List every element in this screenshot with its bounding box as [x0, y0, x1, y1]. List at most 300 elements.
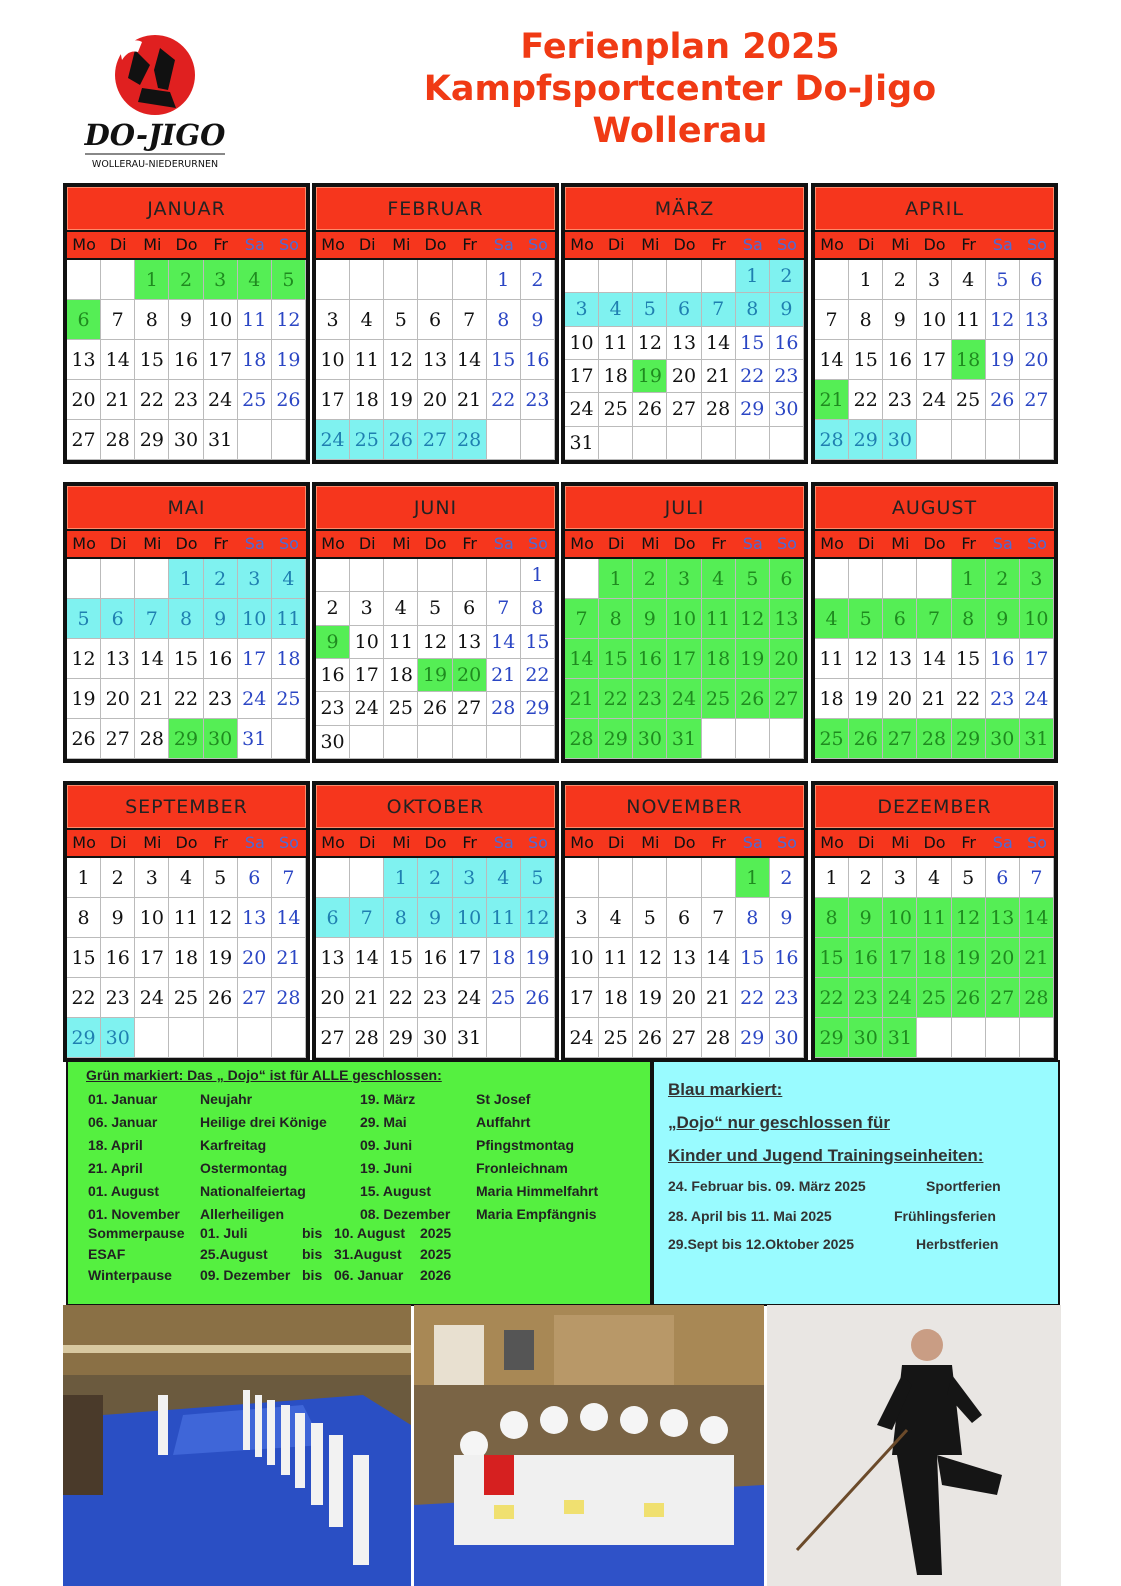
empty-cell: [633, 858, 667, 898]
holiday-entry: 01. August: [88, 1183, 160, 1199]
day-cell: 30: [101, 1018, 135, 1058]
month-name: SEPTEMBER: [67, 785, 306, 828]
day-cell: 14: [101, 340, 135, 380]
weekday-label: Sa: [742, 534, 763, 553]
weekday-label: Fr: [213, 833, 228, 852]
day-cell: 10: [453, 898, 487, 938]
holiday-entry: Auffahrt: [476, 1114, 531, 1130]
weekday-label: Mi: [891, 534, 910, 553]
empty-cell: [384, 260, 418, 300]
day-cell: 3: [204, 260, 238, 300]
day-cell: 4: [702, 559, 736, 599]
empty-cell: [770, 427, 804, 460]
day-cell: 30: [169, 420, 203, 460]
day-cell: 31: [667, 719, 701, 759]
day-cell: 19: [952, 938, 986, 978]
day-cell: 9: [633, 599, 667, 639]
day-cell: 7: [272, 858, 306, 898]
weekday-label: So: [278, 235, 299, 254]
day-cell: 6: [667, 293, 701, 326]
day-cell: 5: [418, 592, 452, 625]
month-name: MÄRZ: [565, 187, 804, 230]
day-grid: [815, 559, 1054, 759]
weekday-header: [316, 232, 555, 258]
day-cell: 4: [272, 559, 306, 599]
day-cell: 3: [135, 858, 169, 898]
day-cell: 24: [350, 692, 384, 725]
day-cell: 1: [521, 559, 555, 592]
empty-cell: [633, 260, 667, 293]
day-cell: 8: [952, 599, 986, 639]
day-cell: 28: [272, 978, 306, 1018]
weekday-label: Di: [358, 833, 376, 852]
month-name: FEBRUAR: [316, 187, 555, 230]
weekday-label: Fr: [213, 235, 228, 254]
day-cell: 21: [272, 938, 306, 978]
day-cell: 1: [384, 858, 418, 898]
empty-cell: [238, 420, 272, 460]
day-cell: 27: [418, 420, 452, 460]
month-märz: [561, 183, 808, 464]
day-cell: 1: [67, 858, 101, 898]
day-cell: 11: [952, 300, 986, 340]
day-cell: 18: [272, 639, 306, 679]
day-cell: 31: [565, 427, 599, 460]
empty-cell: [1020, 1018, 1054, 1058]
day-cell: 12: [204, 898, 238, 938]
day-cell: 16: [521, 340, 555, 380]
title-line-1: Ferienplan 2025: [520, 27, 840, 67]
day-grid: [67, 260, 306, 460]
month-name: NOVEMBER: [565, 785, 804, 828]
empty-cell: [815, 559, 849, 599]
day-cell: 4: [487, 858, 521, 898]
empty-cell: [986, 1018, 1020, 1058]
day-cell: 10: [350, 626, 384, 659]
day-cell: 13: [418, 340, 452, 380]
legend-blue-date-1: 24. Februar bis. 09. März 2025: [668, 1178, 866, 1194]
legend-blue-title: Blau markiert:: [668, 1080, 783, 1099]
day-cell: 29: [815, 1018, 849, 1058]
empty-cell: [565, 559, 599, 599]
day-cell: 18: [599, 360, 633, 393]
weekday-label: Mi: [641, 534, 660, 553]
day-grid: [316, 260, 555, 460]
day-cell: 26: [986, 380, 1020, 420]
holiday-entry: Karfreitag: [200, 1137, 267, 1153]
weekday-label: Sa: [742, 235, 763, 254]
empty-cell: [384, 559, 418, 592]
day-cell: 26: [384, 420, 418, 460]
day-cell: 4: [917, 858, 951, 898]
month-februar: [312, 183, 559, 464]
month-name: DEZEMBER: [815, 785, 1054, 828]
day-cell: 3: [453, 858, 487, 898]
day-cell: 10: [135, 898, 169, 938]
day-cell: 10: [917, 300, 951, 340]
day-cell: 8: [169, 599, 203, 639]
day-cell: 10: [204, 300, 238, 340]
day-cell: 21: [815, 380, 849, 420]
day-cell: 14: [453, 340, 487, 380]
month-dezember: [811, 781, 1058, 1062]
weekday-label: Mo: [72, 534, 96, 553]
weekday-header: [316, 830, 555, 856]
day-cell: 7: [135, 599, 169, 639]
day-cell: 23: [770, 360, 804, 393]
day-cell: 1: [849, 260, 883, 300]
day-cell: 30: [316, 726, 350, 759]
day-cell: 21: [565, 679, 599, 719]
title-line-3: Wollerau: [592, 111, 768, 151]
day-cell: 7: [487, 592, 521, 625]
weekday-label: Sa: [244, 534, 265, 553]
weekday-label: Do: [175, 833, 198, 852]
day-cell: 31: [204, 420, 238, 460]
pause-entry: 2025: [420, 1246, 452, 1262]
day-cell: 26: [952, 978, 986, 1018]
empty-cell: [272, 719, 306, 759]
day-cell: 11: [238, 300, 272, 340]
day-cell: 10: [238, 599, 272, 639]
weekday-label: Mi: [392, 833, 411, 852]
day-cell: 14: [917, 639, 951, 679]
day-cell: 8: [815, 898, 849, 938]
day-cell: 16: [169, 340, 203, 380]
weekday-label: So: [1026, 833, 1047, 852]
day-cell: 20: [667, 360, 701, 393]
day-cell: 23: [883, 380, 917, 420]
weekday-label: Di: [358, 534, 376, 553]
day-cell: 25: [599, 393, 633, 426]
empty-cell: [350, 559, 384, 592]
day-cell: 12: [67, 639, 101, 679]
day-cell: 23: [418, 978, 452, 1018]
day-cell: 30: [883, 420, 917, 460]
day-cell: 12: [986, 300, 1020, 340]
day-cell: 9: [521, 300, 555, 340]
day-cell: 28: [135, 719, 169, 759]
day-cell: 19: [633, 360, 667, 393]
empty-cell: [702, 858, 736, 898]
day-cell: 7: [702, 898, 736, 938]
day-cell: 10: [1020, 599, 1054, 639]
day-cell: 9: [986, 599, 1020, 639]
weekday-label: Mi: [891, 833, 910, 852]
day-cell: 24: [917, 380, 951, 420]
holiday-entry: 29. Mai: [360, 1114, 407, 1130]
empty-cell: [272, 420, 306, 460]
day-cell: 10: [565, 327, 599, 360]
day-cell: 16: [770, 327, 804, 360]
day-cell: 14: [702, 327, 736, 360]
month-september: [63, 781, 310, 1062]
pause-entry: 31.August: [334, 1246, 402, 1262]
day-cell: 29: [135, 420, 169, 460]
empty-cell: [67, 559, 101, 599]
day-cell: 18: [815, 679, 849, 719]
day-cell: 19: [849, 679, 883, 719]
holiday-entry: 15. August: [360, 1183, 432, 1199]
day-grid: [316, 559, 555, 759]
legend-blue-subtitle: „Dojo“ nur geschlossen für: [668, 1113, 890, 1132]
empty-cell: [986, 420, 1020, 460]
day-cell: 5: [67, 599, 101, 639]
weekday-label: Di: [607, 534, 625, 553]
weekday-label: Do: [923, 235, 946, 254]
day-grid: [67, 559, 306, 759]
legend-blue-label-2: Frühlingsferien: [894, 1208, 996, 1224]
pause-entry: 10. August: [334, 1225, 406, 1241]
weekday-header: [67, 232, 306, 258]
weekday-label: Mo: [321, 534, 345, 553]
day-cell: 5: [849, 599, 883, 639]
empty-cell: [204, 1018, 238, 1058]
weekday-label: Mo: [72, 235, 96, 254]
day-cell: 7: [1020, 858, 1054, 898]
day-cell: 15: [67, 938, 101, 978]
weekday-label: Sa: [493, 235, 514, 254]
day-cell: 1: [135, 260, 169, 300]
day-cell: 9: [883, 300, 917, 340]
day-cell: 8: [487, 300, 521, 340]
day-cell: 22: [736, 978, 770, 1018]
empty-cell: [453, 726, 487, 759]
pause-entry: bis: [302, 1267, 323, 1283]
day-cell: 24: [453, 978, 487, 1018]
day-cell: 17: [667, 639, 701, 679]
day-cell: 9: [418, 898, 452, 938]
day-cell: 19: [67, 679, 101, 719]
day-cell: 23: [521, 380, 555, 420]
day-cell: 9: [770, 293, 804, 326]
weekday-header: [316, 531, 555, 557]
holiday-entry: Pfingstmontag: [476, 1137, 574, 1153]
day-grid: [316, 858, 555, 1058]
weekday-label: Sa: [992, 534, 1013, 553]
day-cell: 29: [952, 719, 986, 759]
day-cell: 17: [350, 659, 384, 692]
day-cell: 31: [238, 719, 272, 759]
day-cell: 25: [238, 380, 272, 420]
day-cell: 15: [599, 639, 633, 679]
day-cell: 14: [702, 938, 736, 978]
day-cell: 11: [350, 340, 384, 380]
empty-cell: [917, 1018, 951, 1058]
day-cell: 13: [453, 626, 487, 659]
day-cell: 16: [986, 639, 1020, 679]
weekday-label: Fr: [462, 833, 477, 852]
day-cell: 28: [702, 393, 736, 426]
weekday-label: Di: [109, 235, 127, 254]
day-cell: 17: [883, 938, 917, 978]
empty-cell: [487, 726, 521, 759]
pause-entry: 2025: [420, 1225, 452, 1241]
holiday-entry: Fronleichnam: [476, 1160, 568, 1176]
day-cell: 8: [521, 592, 555, 625]
day-grid: [565, 559, 804, 759]
day-cell: 29: [599, 719, 633, 759]
day-cell: 28: [453, 420, 487, 460]
day-cell: 8: [736, 898, 770, 938]
empty-cell: [917, 420, 951, 460]
day-cell: 28: [101, 420, 135, 460]
day-cell: 15: [135, 340, 169, 380]
day-cell: 27: [1020, 380, 1054, 420]
logo-name: DO-JIGO: [84, 118, 226, 152]
empty-cell: [101, 559, 135, 599]
day-cell: 3: [316, 300, 350, 340]
day-cell: 15: [384, 938, 418, 978]
empty-cell: [418, 559, 452, 592]
day-cell: 11: [815, 639, 849, 679]
day-cell: 30: [204, 719, 238, 759]
day-cell: 25: [815, 719, 849, 759]
day-cell: 30: [418, 1018, 452, 1058]
weekday-label: So: [776, 833, 797, 852]
day-cell: 11: [487, 898, 521, 938]
weekday-label: So: [527, 833, 548, 852]
day-cell: 20: [418, 380, 452, 420]
day-cell: 19: [633, 978, 667, 1018]
day-cell: 14: [487, 626, 521, 659]
day-cell: 18: [702, 639, 736, 679]
holiday-entry: Nationalfeiertag: [200, 1183, 306, 1199]
day-grid: [565, 858, 804, 1058]
logo: [80, 30, 230, 175]
day-cell: 2: [633, 559, 667, 599]
day-cell: 11: [702, 599, 736, 639]
logo-subtitle: WOLLERAU-NIEDERURNEN: [91, 159, 219, 170]
photo-group-students: [414, 1305, 764, 1586]
weekday-label: So: [1026, 235, 1047, 254]
day-cell: 6: [238, 858, 272, 898]
holiday-entry: Heilige drei Könige: [200, 1114, 327, 1130]
day-cell: 14: [1020, 898, 1054, 938]
day-cell: 8: [135, 300, 169, 340]
empty-cell: [702, 427, 736, 460]
day-cell: 9: [101, 898, 135, 938]
day-cell: 8: [384, 898, 418, 938]
month-name: MAI: [67, 486, 306, 529]
month-mai: [63, 482, 310, 763]
day-cell: 4: [169, 858, 203, 898]
empty-cell: [770, 719, 804, 759]
empty-cell: [702, 260, 736, 293]
day-cell: 17: [453, 938, 487, 978]
weekday-label: Di: [358, 235, 376, 254]
day-cell: 27: [238, 978, 272, 1018]
day-cell: 17: [917, 340, 951, 380]
month-name: APRIL: [815, 187, 1054, 230]
holiday-entry: 21. April: [88, 1160, 143, 1176]
day-grid: [565, 260, 804, 460]
weekday-label: So: [527, 534, 548, 553]
month-name: JUNI: [316, 486, 555, 529]
day-cell: 18: [487, 938, 521, 978]
day-cell: 28: [815, 420, 849, 460]
day-cell: 2: [986, 559, 1020, 599]
day-cell: 27: [770, 679, 804, 719]
day-cell: 27: [883, 719, 917, 759]
weekday-label: Sa: [992, 235, 1013, 254]
pause-entry: 01. Juli: [200, 1225, 248, 1241]
day-cell: 27: [667, 393, 701, 426]
day-cell: 1: [169, 559, 203, 599]
day-cell: 24: [204, 380, 238, 420]
day-cell: 12: [736, 599, 770, 639]
empty-cell: [736, 719, 770, 759]
empty-cell: [316, 858, 350, 898]
day-cell: 21: [453, 380, 487, 420]
day-cell: 3: [565, 293, 599, 326]
pause-entry: bis: [302, 1225, 323, 1241]
day-cell: 23: [316, 692, 350, 725]
day-cell: 12: [418, 626, 452, 659]
weekday-label: So: [776, 235, 797, 254]
day-cell: 7: [917, 599, 951, 639]
day-cell: 29: [736, 1018, 770, 1058]
pause-entry: 25.August: [200, 1246, 268, 1262]
day-cell: 12: [521, 898, 555, 938]
day-cell: 16: [849, 938, 883, 978]
weekday-header: [815, 232, 1054, 258]
weekday-label: Mo: [820, 833, 844, 852]
weekday-label: Mi: [891, 235, 910, 254]
empty-cell: [849, 559, 883, 599]
day-cell: 2: [849, 858, 883, 898]
day-cell: 9: [770, 898, 804, 938]
day-cell: 4: [599, 293, 633, 326]
logo-graphic: [80, 30, 230, 175]
day-cell: 5: [633, 898, 667, 938]
legend-blue-group: Kinder und Jugend Trainingseinheiten:: [668, 1146, 984, 1165]
weekday-label: Di: [857, 235, 875, 254]
day-cell: 19: [521, 938, 555, 978]
day-cell: 3: [1020, 559, 1054, 599]
day-cell: 16: [316, 659, 350, 692]
weekday-label: So: [278, 534, 299, 553]
day-cell: 24: [135, 978, 169, 1018]
day-cell: 20: [67, 380, 101, 420]
day-cell: 6: [667, 898, 701, 938]
month-januar: [63, 183, 310, 464]
weekday-header: [565, 531, 804, 557]
day-cell: 11: [917, 898, 951, 938]
legend-blue-label-3: Herbstferien: [916, 1236, 999, 1252]
day-cell: 2: [418, 858, 452, 898]
holiday-entry: 01. Januar: [88, 1091, 158, 1107]
day-grid: [815, 858, 1054, 1058]
weekday-label: Mi: [143, 235, 162, 254]
day-cell: 12: [272, 300, 306, 340]
day-cell: 20: [316, 978, 350, 1018]
empty-cell: [487, 1018, 521, 1058]
legend-closed-all: [66, 1060, 652, 1306]
month-name: OKTOBER: [316, 785, 555, 828]
empty-cell: [487, 420, 521, 460]
day-cell: 13: [986, 898, 1020, 938]
weekday-label: Sa: [244, 833, 265, 852]
day-cell: 6: [316, 898, 350, 938]
day-cell: 13: [667, 327, 701, 360]
day-cell: 29: [169, 719, 203, 759]
day-cell: 30: [770, 393, 804, 426]
pause-entry: ESAF: [88, 1246, 126, 1262]
weekday-label: Do: [424, 833, 447, 852]
day-cell: 27: [453, 692, 487, 725]
day-cell: 23: [986, 679, 1020, 719]
